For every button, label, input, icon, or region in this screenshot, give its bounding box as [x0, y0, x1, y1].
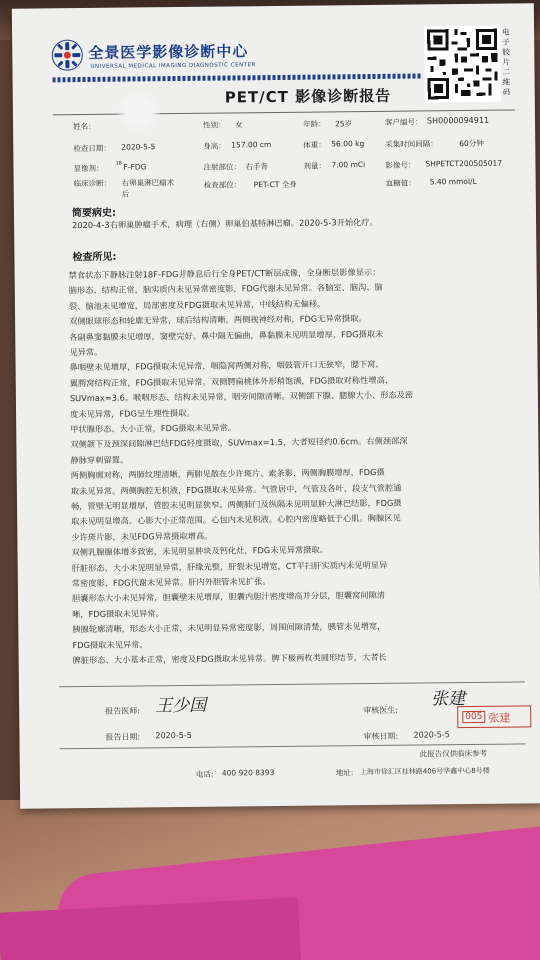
report-date-label: 报告日期: — [105, 732, 141, 742]
findings-line: 各副鼻窦黏膜未见增厚，窦壁完好。鼻中隔无偏曲，鼻黏膜未见明显增厚，FDG摄取未 — [69, 328, 384, 342]
patient-gender: 女 — [235, 120, 243, 130]
stamp-name: 张建 — [488, 711, 511, 725]
patient-height: 157.00 cm — [231, 140, 272, 150]
inject-site: 右手背 — [245, 162, 269, 172]
findings-line: 度未见异常，FDG呈生理性摄取。 — [70, 407, 195, 419]
findings-line: 鼻咽壁未见增厚，FDG摄取未见异常，咽隐窝两侧对称，咽鼓管开口无狭窄，腮下窝、 — [69, 359, 384, 373]
findings-line: 取未见异常。两侧胸腔无积液，FDG摄取未见异常。气管居中，气管及各叶、段支气管腔通 — [70, 482, 402, 496]
customer-id-label: 客户编号： — [384, 117, 423, 127]
findings-line: 少许斑片影，未见FDG异常摄取增高。 — [71, 530, 213, 542]
findings-line: 甲状腺形态、大小正常，FDG摄取未见异常。 — [70, 422, 237, 435]
diagnosis-label: 临床诊断： — [73, 178, 112, 189]
exam-site-label: 检查部位： — [203, 180, 242, 190]
findings-line: 两侧胸廓对称，两肺纹理清晰，两肺见散在少许斑片、索条影，两侧胸膜增厚，FDG摄 — [70, 467, 385, 481]
clinical-diagnosis-line1: 右卵巢淋巴瘤术 — [121, 178, 175, 188]
report-title: PET/CT 影像诊断报告 — [224, 86, 392, 107]
scan-interval: 60分钟 — [459, 138, 484, 149]
findings-line: 胰腺轮廓清晰，形态大小正常，未见明显异常密度影，周围间隙清楚，胰管未见增宽， — [72, 621, 386, 635]
address-label: 地址: — [335, 768, 354, 778]
reviewer-label: 审核医生: — [363, 705, 398, 716]
findings-line: 双侧眼球形态和轮廓无异常，球后结构清晰，两侧视神经对称，FDG无异常摄取。 — [69, 313, 367, 327]
center-logo-icon — [50, 38, 84, 72]
findings-line: 裂、脑池未见增宽，局部密度及FDG摄取未见异常，中线结构无偏移。 — [68, 298, 326, 311]
report-paper — [12, 3, 540, 808]
clinical-diagnosis-line2: 后 — [121, 189, 130, 199]
customer-id: SH0000094911 — [426, 115, 490, 126]
findings-line: 禁食状态下静脉注射18F-FDG并静息后行全身PET/CT断层成像，全身断层影像显示： — [68, 266, 381, 281]
findings-title: 检查所见: — [72, 251, 117, 264]
dose-label: 剂量： — [303, 161, 327, 171]
image-id-label: 影像号： — [385, 160, 416, 170]
imaging-agent: F-FDG — [123, 162, 147, 172]
dose-value: 7.00 mCi — [331, 160, 366, 170]
scan-interval-label: 采集时间间隔： — [385, 139, 438, 149]
findings-line: 晰，FDG摄取未见异常。 — [72, 607, 164, 619]
reviewer-signature: 张建 — [430, 689, 466, 710]
review-date: 2020-5-5 — [413, 730, 450, 740]
agent-label: 显像剂： — [73, 163, 104, 174]
findings-line: FDG摄取未见异常。 — [72, 638, 148, 650]
stamp-id: 005 — [462, 711, 485, 723]
patient-weight: 56.00 kg — [331, 139, 365, 149]
gender-label: 性别： — [203, 120, 226, 130]
report-date: 2020-5-5 — [155, 730, 192, 741]
weight-label: 体重： — [303, 140, 326, 150]
glucose-label: 血糖值： — [385, 178, 416, 188]
inject-site-label: 注射部位： — [203, 162, 242, 172]
findings-line: 静脉穿刺留置。 — [70, 454, 129, 465]
findings-line: 取未见明显增高。心影大小正常范围。心包内未见积液。心腔内密度略低于心肌。胸腺区见 — [71, 513, 401, 527]
review-date-label: 审核日期: — [363, 731, 399, 742]
height-label: 身高： — [203, 141, 226, 151]
findings-line: 双侧乳腺腺体增多致密，未见明显肿块及钙化灶，FDG未见异常摄取。 — [71, 544, 328, 558]
findings-line: 翼腭窝结构正常，FDG摄取未见异常。双侧腭扁桃体外形稍饱满，FDG摄取对称性增高， — [69, 374, 394, 388]
phone-label: 电话: — [195, 769, 214, 779]
disclaimer: 此报告仅供临床参考 — [419, 748, 488, 759]
doctor-signature: 王少国 — [155, 695, 207, 717]
exam-date: 2020-5-5 — [121, 142, 156, 152]
reviewer-stamp — [457, 705, 531, 728]
name-label: 姓名： — [73, 121, 96, 132]
age-label: 年龄： — [303, 119, 326, 129]
findings-line: 胆囊形态大小未见异常，胆囊壁未见增厚，胆囊内胆汁密度增高并分层，胆囊窝间隙清 — [71, 590, 386, 604]
findings-line: SUVmax=3.6。喉咽形态、结构未见异常，咽旁间隙清晰。双侧颌下腺、腮腺大小、形态及密 — [69, 389, 414, 404]
phone-number: 400 920 8393 — [221, 768, 275, 778]
address: 上海市徐汇区桂林路406号华鑫中心8号楼 — [359, 766, 490, 777]
image-id: SHPETCT200505017 — [425, 158, 503, 169]
org-name-en: UNIVERSAL MEDICAL IMAGING DIAGNOSTIC CENTER — [90, 62, 256, 70]
findings-line: 畅，管壁无明显增厚，管腔未见明显狭窄。两侧肺门及纵隔未见明显肿大淋巴结影，FDG摄 — [70, 497, 402, 512]
header-stripe — [53, 73, 423, 82]
findings-line: 肝脏形态、大小未见明显异常，肝缘光整，肝裂未见增宽，CT平扫肝实质内未见明显异 — [71, 559, 388, 573]
glucose-value: 5.40 mmol/L — [429, 176, 477, 187]
agent-superscript: 18 — [115, 160, 122, 167]
history-text: 2020-4-3右卵巢肿瘤手术，病理（右侧）卵巢伯基特淋巴瘤。2020-5-3开始化疗。 — [72, 216, 378, 231]
exam-site: PET-CT 全身 — [253, 179, 297, 190]
qr-code-label: 电子胶片二维码 — [502, 27, 511, 97]
org-name-cn: 全景医学影像诊断中心 — [88, 42, 249, 62]
findings-line: 见异常。 — [69, 346, 103, 358]
name-redaction-blur — [117, 89, 161, 133]
findings-line: 脑形态、结构正常，脑实质内未见异常密度影，FDG代谢未见异常。各脑室、脑沟、脑 — [68, 282, 383, 296]
patient-age: 25岁 — [335, 119, 353, 129]
exam-date-label: 检查日期： — [73, 143, 111, 154]
findings-line: 双侧颌下及颈深间隙淋巴结FDG轻度摄取，SUVmax=1.5，大者短径约0.6cm。右侧颈部深 — [70, 436, 408, 450]
history-title: 简要病史: — [71, 207, 117, 220]
qr-code-icon — [424, 26, 501, 103]
doctor-label: 报告医师: — [105, 706, 140, 716]
findings-line: 常密度影，FDG代谢未见异常。肝内外胆管未见扩张。 — [71, 576, 271, 589]
findings-line: 脾脏形态、大小基本正常，密度及FDG摄取未见异常。脾下极两枚类圆形结节，大者长 — [72, 651, 387, 666]
